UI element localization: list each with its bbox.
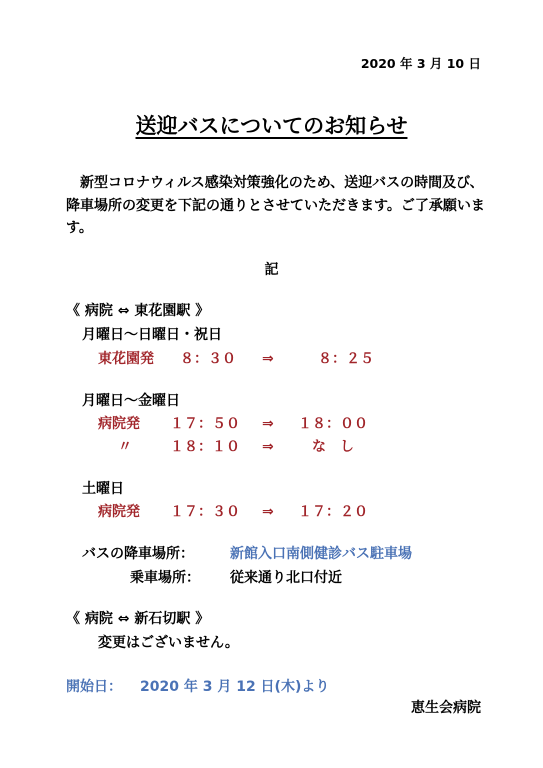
route1-g1-row1-new: ８：２５	[318, 351, 374, 367]
route1-g1-row1-old: ８：３０	[180, 351, 236, 367]
dropoff-value: 新館入口南側健診バス駐車場	[230, 546, 412, 562]
route1-g2-row2-label: 〃	[118, 439, 132, 455]
route1-header: 《 病院 ⇔ 東花園駅 》	[66, 303, 210, 319]
route1-g2-row1-old: １７：５０	[170, 416, 240, 432]
dropoff-label: バスの降車場所：	[82, 546, 194, 562]
route1-g3-row1-label: 病院発	[98, 504, 140, 520]
intro-paragraph: 新型コロナウィルス感染対策強化のため、送迎バスの時間及び、降車場所の変更を下記の通りとさせていただきます。ご了承願います。	[66, 175, 485, 236]
route2-header: 《 病院 ⇔ 新石切駅 》	[66, 611, 210, 627]
signature: 恵生会病院	[411, 700, 481, 716]
route1-g2-row2-old: １８：１０	[170, 439, 240, 455]
route1-g2-row2-arrow: ⇒	[262, 439, 274, 455]
route1-g2-row1-new: １８：００	[298, 416, 368, 432]
route1-g2-row2-new: な し	[312, 439, 354, 455]
pickup-label: 乗車場所：	[130, 570, 200, 586]
route2-note: 変更はございません。	[98, 635, 239, 651]
notice-title-text: 送迎バスについてのお知らせ	[135, 114, 408, 138]
route1-group1-days: 月曜日～日曜日・祝日	[82, 327, 222, 343]
route1-g1-row1-label: 東花園発	[98, 351, 154, 367]
start-date-value: 2020 年 3 月 12 日(木)より	[140, 679, 330, 695]
route1-g3-row1-arrow: ⇒	[262, 504, 274, 520]
route1-g2-row1-arrow: ⇒	[262, 416, 274, 432]
ki-heading: 記	[264, 262, 279, 278]
start-date-label: 開始日：	[66, 679, 122, 695]
notice-title	[0, 112, 543, 140]
route1-g2-row1-label: 病院発	[98, 416, 140, 432]
route1-g3-row1-new: １７：２０	[298, 504, 368, 520]
route1-g1-row1-arrow: ⇒	[262, 351, 274, 367]
pickup-value: 従来通り北口付近	[230, 570, 342, 586]
route1-g3-row1-old: １７：３０	[170, 504, 240, 520]
notice-date: 2020 年 3 月 10 日	[360, 56, 481, 71]
route1-group2-days: 月曜日～金曜日	[82, 393, 180, 409]
route1-group3-days: 土曜日	[82, 481, 124, 497]
